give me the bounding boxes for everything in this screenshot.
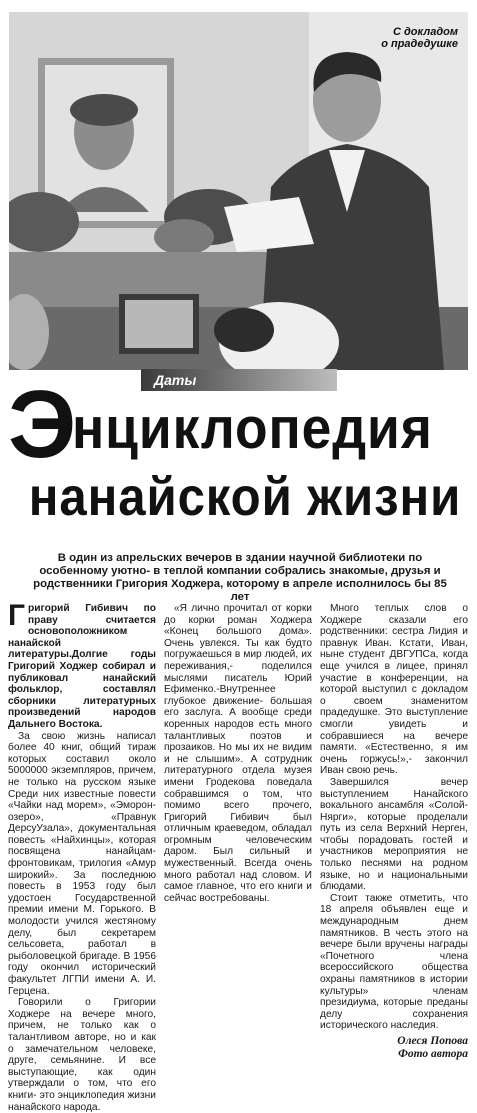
byline-author: Олеся Попова xyxy=(397,1034,468,1047)
lead-paragraph: В один из апрельских вечеров в здании научной библиотеки по особенному уютно- в теплой компании собрались знакомые, друзья и родственники Григория Ходжера, которому в апреле исполнилось бы 85 лет xyxy=(33,552,447,603)
rubric-label: Даты xyxy=(141,369,337,391)
article-paragraph: Много теплых слов о Ходжере сказали его родственники: сестра Лидия и правнук Иван. Кстати, Иван, ныне студент ДВГУПСа, когда еще учился в лицее, принял участие в конференции, на которой выступил с докладом о своем знаменитом прадедушке. Это выступление смогли увидеть и собравшиеся на вечере памяти. «Естественно, я им очень горжусь!»,- закончил Иван свою речь. xyxy=(320,603,468,777)
article-column-1 xyxy=(8,599,156,1113)
article-paragraph: За свою жизнь написал более 40 книг, общий тираж которых составил около 5000000 экземпляров, причем, не только на русском языке Среди них известные повести «Чайки над морем», «Эморон-озеро», «Правнук ДерсуУзала», документальная повесть «Найхинцы», которая посвящена нанайцам-фронтовикам, трилогия «Амур широкий». За последнюю повесть в 1953 году был удостоен Государственной премии имени М. Горького. В молодости учился жестяному делу, был секретарем сельсовета, работал в рыболовецкой бригаде. В 1956 году окончил исторический факультет ЛГПИ имени А. И. Герцена. xyxy=(8,730,156,997)
headline-line-2: нанайской жизни xyxy=(28,467,462,527)
intro-text: ригорий Гибивич по праву считается основоположником нанайской литературы.Долгие годы Григорий Ходжер собирал и публиковал нанайский фольклор, составлял сборники литературных произведений народов Дальнего Востока. xyxy=(8,603,156,730)
headline-rest: нциклопедия xyxy=(72,396,433,461)
article-photo xyxy=(9,12,468,370)
drop-cap: Г xyxy=(8,599,26,632)
article-intro xyxy=(8,599,156,731)
caption-line: о прадедушке xyxy=(381,38,458,50)
article-column-2 xyxy=(164,603,312,904)
article-paragraph: Говорили о Григории Ходжере на вечере много, причем, не только как о талантливом авторе, но и как о замечательном человеке, друге, семьянине. И все выступающие, как один утверждали о том, что его книги- это энциклопедия жизни нанайского народа. xyxy=(8,997,156,1113)
headline-line-1 xyxy=(8,371,470,478)
byline xyxy=(320,1035,468,1061)
byline-photo-credit: Фото автора xyxy=(398,1047,468,1060)
article-paragraph: «Я лично прочитал от корки до корки роман Ходжера «Конец большого дома». Очень увлекся. Ты как будто погружаешься в мир людей, их переживания,- поделился мыслями писатель Юрий Ефименко.-Внутреннее глубокое движение- большая его заслуга. А вообще среди коренных народов есть много талантливых поэтов и прозаиков. Но мы их не видим и не слышим». А сотрудник литературного отдела музея имени Гродекова поведала собравшимся о том, что помимо всего прочего, Григорий Гибивич был отличным краеведом, обладал огромным человеческим даром. Был сильный и мужественный. Всегда очень много работал над словом. И самое главное, что его книги и сейчас востребованы. xyxy=(164,603,312,904)
headline-initial: Э xyxy=(8,371,77,478)
article-column-3 xyxy=(320,603,468,1061)
photo-illustration xyxy=(9,12,468,370)
article-paragraph: Стоит также отметить, что 18 апреля объявлен еще и международным днем памятников. В честь этого на вечере были вручены награды «Почетного члена всероссийского общества охраны памятников в истории культуры» членам президиума, которые преданы делу сохранения исторического наследия. xyxy=(320,892,468,1032)
article-paragraph: Завершился вечер выступлением Нанайского вокального ансамбля «Солой-Нярги», которые проделали путь из села Верхний Нерген, чтобы порадовать гостей и участников мероприятия не только песнями на родном языке, но и национальными блюдами. xyxy=(320,776,468,893)
photo-caption xyxy=(381,26,458,50)
caption-line: С докладом xyxy=(393,26,458,38)
